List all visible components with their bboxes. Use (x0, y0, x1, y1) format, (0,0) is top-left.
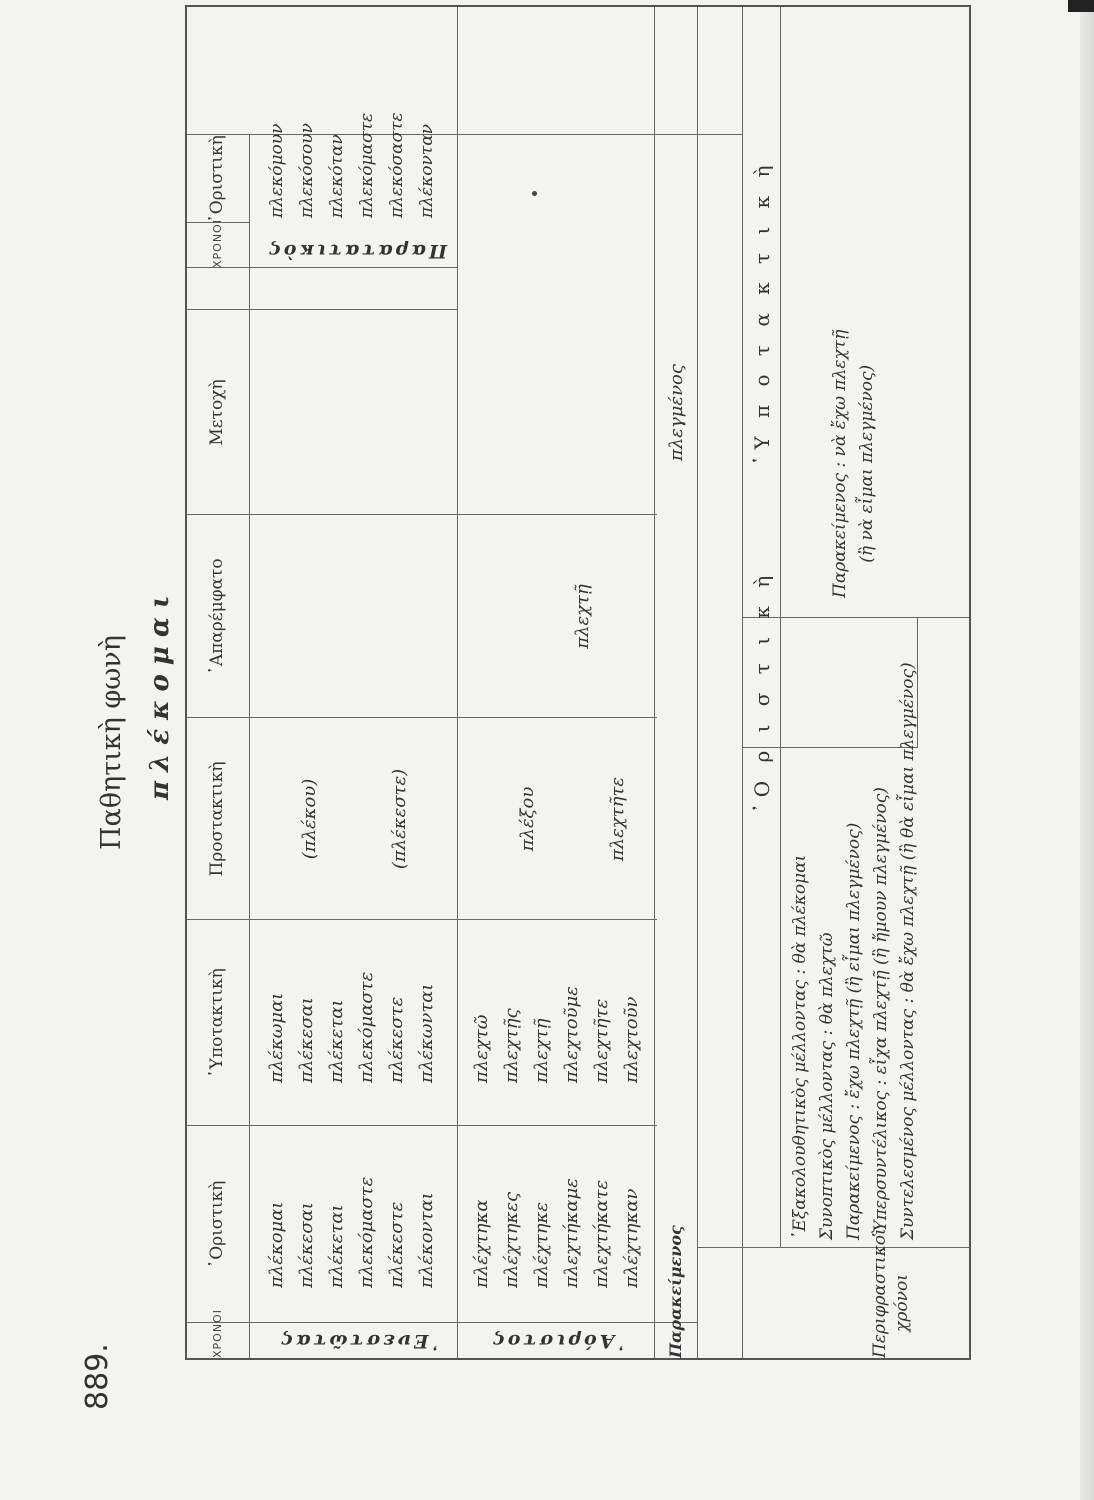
periphrastic-oristiki-lines: ᾿Εξακολουθητικὸς μέλλοντας : θὰ πλέκομαι Συνοπτικὸς μέλλοντας : θὰ πλεχτῶ Παρακείμενος : ἔχω πλεχτῇ (ἢ εἶμαι πλεγμένος) ῾Υπερσυντέλικος : εἶχα πλεχτῇ (ἢ ἤμουν πλεγμένος) Συντελεσμένος μέλλοντας : θὰ ἔχω πλεχτῇ (ἢ θὰ εἶμαι πλεγμένος) (790, 662, 918, 1240)
header-xronoi-right: ΧΡΟΝΟΙ (211, 219, 224, 268)
tense-paratatikos: Παρατατικὸς (266, 240, 447, 262)
parakeimenos-metochi: πλεγμένος (666, 364, 687, 461)
row-divider-1 (457, 7, 458, 1358)
conjugation-table (185, 5, 971, 1360)
header-prostaktiki: Προστακτικὴ (207, 761, 227, 877)
section-oristiki-label: ᾿Ο ρ ι σ τ ι κ ὴ (750, 569, 774, 814)
periphrastic-ypotaktiki-lines: Παρακείμενος : νὰ ἔχω πλεχτῇ (ἢ νὰ εἶμαι πλεγμένος) (830, 329, 877, 598)
paratatikos-oristiki: πλεκόμουν πλεκόσουν πλεκόταν πλεκόμαστε πλεκόσαστε πλέκονταν (267, 112, 437, 218)
periphrastic-label: Περιφραστικοὶ χρόνοι (870, 1228, 912, 1358)
col-divider-6 (187, 309, 457, 310)
header-xronoi: ΧΡΟΝΟΙ (211, 1309, 224, 1358)
header-aparemfato: ᾿Απαρέμφατο (207, 558, 227, 675)
col-divider-3 (187, 919, 657, 920)
tense-enestotas: ᾿Ενεστῶτας (278, 1330, 442, 1352)
col-divider-1 (187, 1322, 697, 1323)
enestotas-oristiki: πλέκομαι πλέκεσαι πλέκεται πλεκόμαστε πλέκεστε πλέκονται (266, 1176, 437, 1288)
col-divider-7 (187, 267, 457, 268)
aoristos-prostaktiki-2: πλεχτῆτε (607, 776, 628, 862)
page-number: 889. (80, 1343, 115, 1410)
row-divider-4 (742, 7, 743, 1358)
col-divider-10 (697, 1247, 969, 1248)
aoristos-prostaktiki-1: πλέξου (517, 786, 538, 852)
aoristos-aparemfato: πλεχτῇ (572, 584, 593, 649)
enestotas-prostaktiki-1: (πλέκου) (299, 778, 320, 860)
header-metochi: Μετοχὴ (207, 379, 227, 446)
header-oristiki-right: ᾿Οριστικὴ (207, 135, 227, 223)
header-ypotaktiki: ῾Υποτακτικὴ (207, 968, 227, 1078)
aoristos-oristiki: πλέχτηκα πλέχτηκες πλέχτηκε πλεχτήκαμε πλεχτήκατε πλέχτηκαν (471, 1178, 642, 1288)
tense-aoristos: ᾿Αόριστος (490, 1330, 628, 1352)
row-divider-2 (654, 7, 655, 1358)
section-ypotaktiki-label: ῾Υ π ο τ α κ τ ι κ ὴ (750, 159, 774, 466)
col-divider-11 (742, 617, 969, 618)
header-oristiki: ᾿Οριστικὴ (207, 1180, 227, 1269)
row-divider-5 (780, 7, 781, 1248)
tense-parakeimenos: Παρακείμενος (666, 1225, 685, 1358)
row-divider-3 (697, 7, 698, 1358)
voice-title: Παθητικὴ φωνὴ (96, 635, 127, 850)
stray-dot (532, 191, 537, 196)
col-divider-2 (187, 1125, 657, 1126)
enestotas-ypotaktiki: πλέκωμαι πλέκεσαι πλέκεται πλεκόμαστε πλέκεστε πλέκωνται (266, 971, 437, 1083)
verb-title: πλέκομαι (145, 586, 175, 800)
enestotas-prostaktiki-2: (πλέκεστε) (389, 768, 410, 870)
header-divider (249, 135, 250, 1358)
aoristos-ypotaktiki: πλεχτῶ πλεχτῇς πλεχτῇ πλεχτοῦμε πλεχτῆτε πλεχτοῦν (471, 986, 642, 1083)
